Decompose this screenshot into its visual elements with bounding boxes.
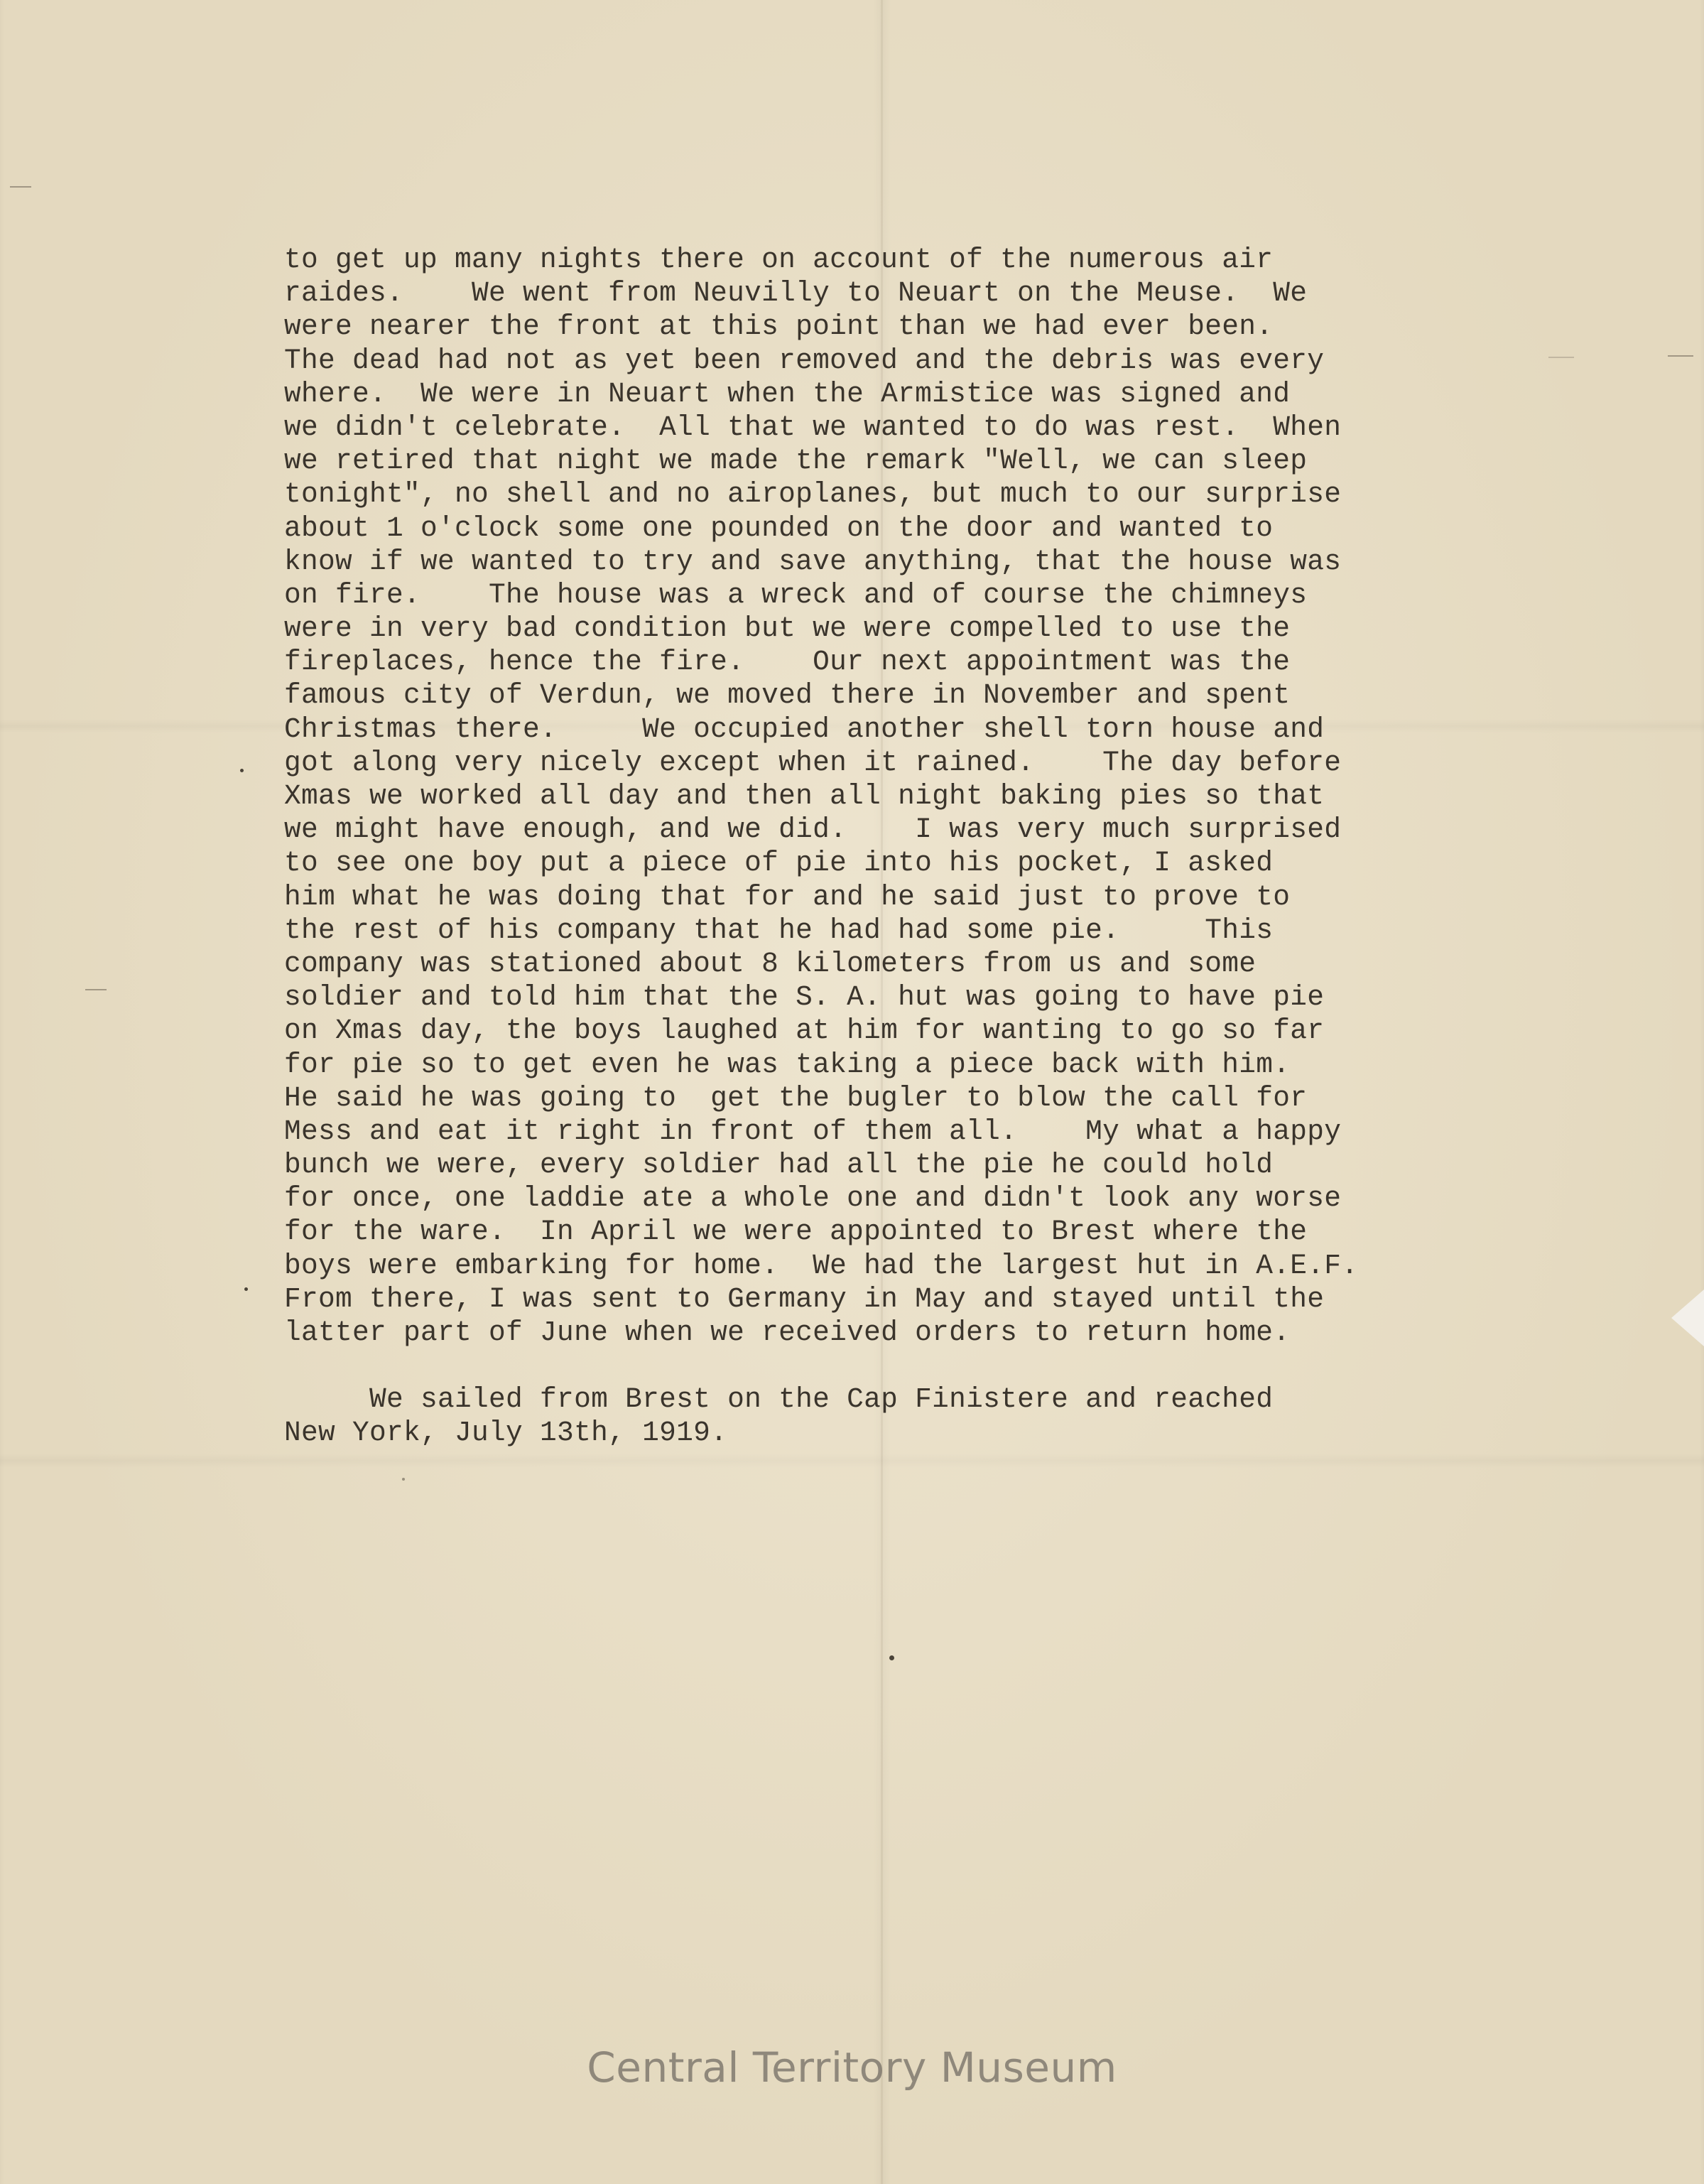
text-line: to see one boy put a piece of pie into his pocket, I asked: [284, 847, 1274, 880]
text-line: latter part of June when we received orders to return home.: [284, 1317, 1291, 1348]
text-line: we retired that night we made the remark "Well, we can sleep: [284, 445, 1308, 477]
text-line: on Xmas day, the boys laughed at him for wanting to go so far: [284, 1015, 1325, 1047]
text-line: He said he was going to get the bugler to blow the call for: [284, 1081, 1308, 1114]
typed-letter-body: [284, 243, 1556, 1450]
text-line: tonight", no shell and no airoplanes, but much to our surprise: [284, 478, 1342, 511]
ink-speck: [240, 769, 244, 772]
text-line: New York, July 13th, 1919.: [284, 1417, 728, 1449]
edge-mark: [1668, 355, 1693, 357]
ink-speck: [889, 1655, 894, 1660]
text-line: raides. We went from Neuvilly to Neuart on the Meuse. We: [284, 277, 1308, 310]
museum-watermark: Central Territory Museum: [587, 2043, 1117, 2092]
text-line: about 1 o'clock some one pounded on the door and wanted to: [284, 512, 1274, 544]
text-line: The dead had not as yet been removed and the debris was every: [284, 344, 1325, 377]
text-line: know if we wanted to try and save anything, that the house was: [284, 545, 1342, 578]
text-line: where. We were in Neuart when the Armistice was signed and: [284, 377, 1291, 410]
text-line: for the ware. In April we were appointed to Brest where the: [284, 1216, 1308, 1248]
paragraph-1: [284, 243, 1556, 1349]
text-line: were nearer the front at this point than we had ever been.: [284, 310, 1274, 343]
edge-mark: [85, 989, 107, 990]
text-line: famous city of Verdun, we moved there in November and spent: [284, 679, 1291, 712]
text-line: we might have enough, and we did. I was very much surprised: [284, 813, 1342, 846]
text-line: Christmas there. We occupied another shell torn house and: [284, 713, 1325, 745]
text-line: we didn't celebrate. All that we wanted to do was rest. When: [284, 411, 1342, 443]
text-line: on fire. The house was a wreck and of course the chimneys: [284, 578, 1308, 611]
text-line: soldier and told him that the S. A. hut was going to have pie: [284, 981, 1325, 1014]
text-line: got along very nicely except when it rained. The day before: [284, 746, 1342, 779]
text-line: company was stationed about 8 kilometers from us and some: [284, 947, 1257, 980]
paragraph-2: [284, 1383, 1556, 1449]
ink-speck: [244, 1287, 248, 1291]
text-line: We sailed from Brest on the Cap Finistere and reached: [284, 1383, 1274, 1416]
text-line: From there, I was sent to Germany in May and stayed until the: [284, 1282, 1325, 1315]
text-line: for once, one laddie ate a whole one and didn't look any worse: [284, 1182, 1342, 1215]
edge-mark: [10, 186, 31, 188]
text-line: were in very bad condition but we were compelled to use the: [284, 612, 1291, 645]
text-line: to get up many nights there on account of the numerous air: [284, 244, 1274, 276]
text-line: him what he was doing that for and he said just to prove to: [284, 880, 1291, 913]
text-line: Mess and eat it right in front of them all. My what a happy: [284, 1115, 1342, 1147]
text-line: for pie so to get even he was taking a piece back with him.: [284, 1048, 1291, 1081]
text-line: fireplaces, hence the fire. Our next appointment was the: [284, 646, 1291, 679]
text-line: boys were embarking for home. We had the largest hut in A.E.F.: [284, 1249, 1359, 1282]
paper-notch: [1671, 1290, 1704, 1346]
paragraph-gap: [284, 1349, 1556, 1383]
ink-speck: [402, 1478, 405, 1481]
text-line: bunch we were, every soldier had all the pie he could hold: [284, 1149, 1274, 1182]
edge-mark: [1548, 357, 1574, 358]
text-line: the rest of his company that he had had some pie. This: [284, 914, 1274, 946]
text-line: Xmas we worked all day and then all night baking pies so that: [284, 780, 1325, 812]
